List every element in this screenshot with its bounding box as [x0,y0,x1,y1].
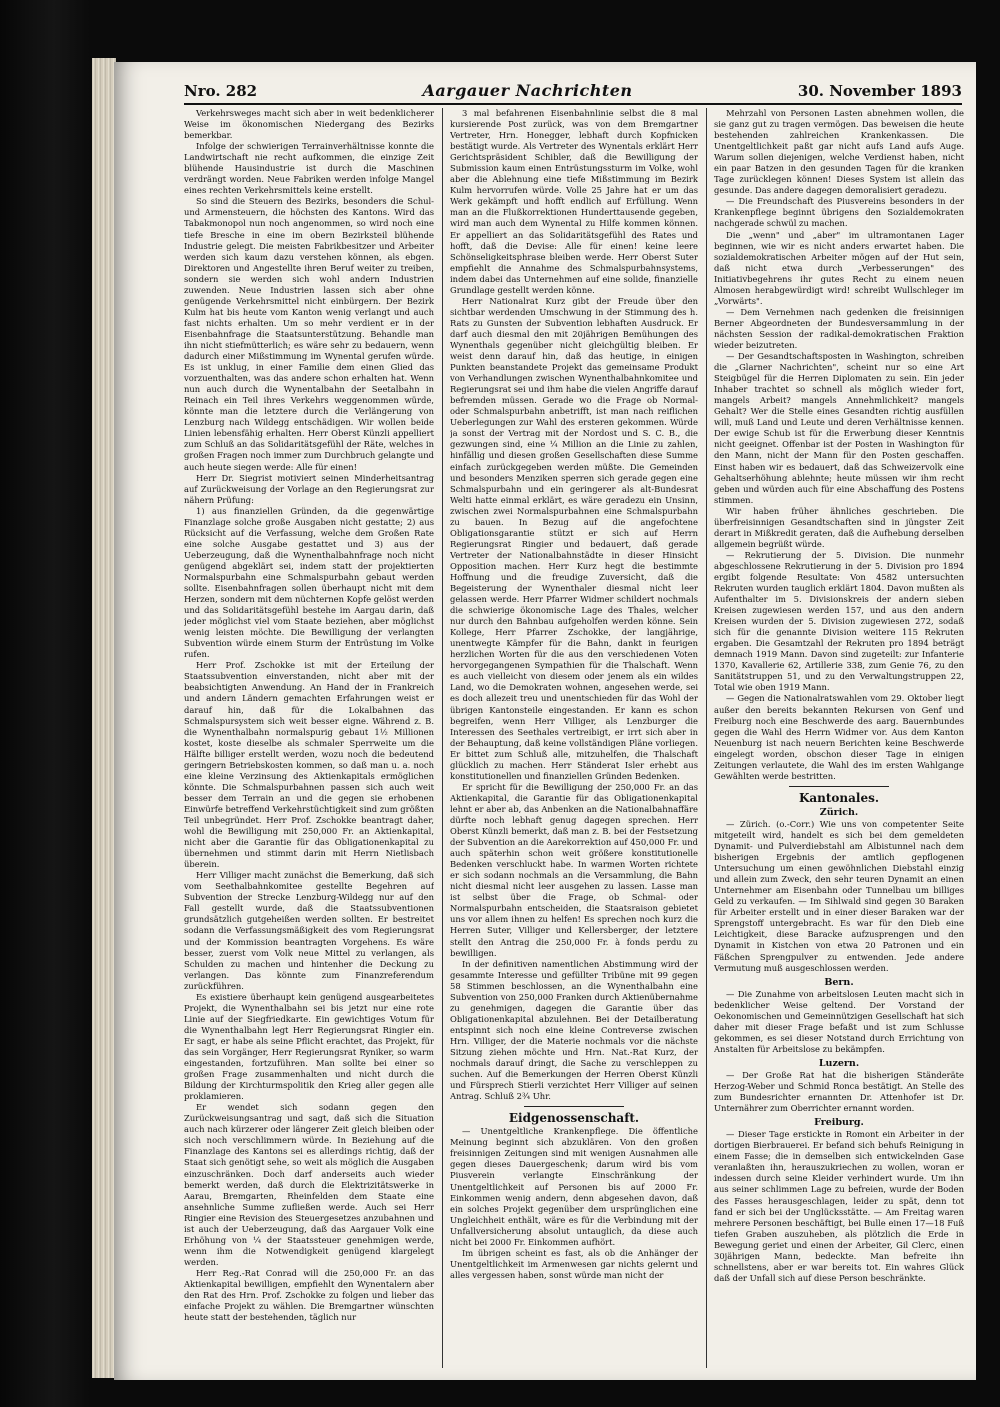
article-paragraph: In der definitiven namentlichen Abstimmung wird der gesammte Interesse und gefüllter Tribüne mit 99 gegen 58 Stimmen beschlossen, an die Wynenthalbahn eine Subvention von 250,000 Franken durch Aktienübernahme zu genehmigen, dagegen die Garantie über das Obligationenkapital abzulehnen. Bei der Detailberatung entspinnt sich noch eine kleine Contreverse zwischen Hrn. Villiger, der die Materie nochmals vor die nächste Sitzung ziehen möchte und Hrn. Nat.-Rat Kurz, der nochmals darauf dringt, die Sache zu verschleppen zu suchen. Auf die Bemerkungen der Herren Oberst Künzli und Fürsprech Stierli verzichtet Herr Villiger auf seinen Antrag. Schluß 2¾ Uhr. [450,958,698,1102]
article-paragraph: Infolge der schwierigen Terrainverhältnisse konnte die Landwirtschaft nie recht aufkommen, die einzige Zeit blühende Hausindustrie ist durch die Maschinen verdrängt worden. Neue Fabriken werden infolge Mangel eines rechten Verkehrsmittels keine erstellt. [184,141,434,196]
page-stack-edge [92,58,116,1378]
article-paragraph: Herr Prof. Zschokke ist mit der Erteilung der Staatssubvention einverstanden, nicht aber mit der beabsichtigten Anwendung. An Hand der in Frankreich und andern Ländern gemachten Erfahrungen weist er darauf hin, daß für die Lokalbahnen das Schmalspursystem sich weit besser eigne. Während z. B. die Wynenthalbahn normalspurig gebaut 1½ Millionen kostet, koste dieselbe als schmaler Sperrweite um die Hälfte billiger erstellt werden, wozu noch die bedeutend geringern Betriebskosten kommen, so daß man u. a. noch eine kleine Verzinsung des Aktienkapitals ermöglichen könnte. Die Schmalspurbahnen passen sich auch weit besser dem Terrain an und die gegen sie erhobenen Einwürfe betreffend Verkehrstüchtigkeit sind zum größten Teil unbegründet. Herr Prof. Zschokke beantragt daher, wohl die Bewilligung mit 250,000 Fr. an Aktienkapital, nicht aber die Garantie für das Obligationenkapital zu übernehmen und stimmt darin mit Herrn Nietlisbach überein. [184,660,434,870]
article-paragraph: Er spricht für die Bewilligung der 250,000 Fr. an das Aktienkapital, die Garantie für das Obligationenkapital lehnt er aber ab, das Anbenken an die Nationalbahnaffäre dürfte noch lebhaft genug dagegen sprechen. Herr Oberst Künzli bemerkt, daß man z. B. bei der Festsetzung der Subvention an die Aarekorrektion auf 450,000 Fr. und auch späterhin schon weit größere konstitutionelle Bedenken verschluckt habe. In warmen Worten richtete er sich sodann nochmals an die Versammlung, die Bahn nicht diesmal nicht leer ausgehen zu lassen. Lasse man ist selbst über die Frage, ob Schmal- oder Normalspurbahn entscheiden, die Staatsraison gebietet uns vor allem ihnen zu helfen! Es sprechen noch kurz die Herren Suter, Villiger und Kellersberger, der letztere stellt den Antrag die 250,000 Fr. à fonds perdu zu bewilligen. [450,781,698,958]
divider [524,1106,623,1107]
section-heading: Eidgenossenschaft. [508,1111,640,1126]
column-1 [184,108,434,1370]
article-paragraph: So sind die Steuern des Bezirks, besonders die Schul- und Armensteuern, die höchsten des Kantons. Wird das Tabakmonopol nun noch angenommen, so wird noch eine tiefe Bresche in eine im obern Bezirksteil blühende Industrie gelegt. Die meisten Fabrikbesitzer und Arbeiter werden sich kaum dazu verstehen können, als ebgen. Direktoren und Angestellte ihren Beruf weiter zu treiben, sondern sie werden sich wohl andern Industrien zuwenden. Neue Industrien lassen sich aber ohne genügende Verkehrsmittel nicht einbürgern. Der Bezirk Kulm hat bis heute vom Kanton wenig verlangt und auch fast nichts erhalten. Um so mehr verdient er in der Eisenbahnfrage die Staatsunterstützung. Behandle man ihn nicht stiefmütterlich; es wäre sehr zu bedauern, wenn dadurch einer Mißstimmung im Wynental gerufen würde. Es ist unklug, in einer Familie dem einen Glied das vorzuenthalten, was das andere schon erhalten hat. Wenn nun auch durch die Wynentalbahn der Seetalbahn in Reinach ein Teil ihres Verkehrs weggenommen würde, könnte man die letztere durch die Verlängerung von Lenzburg nach Wildegg entschädigen. Wir wollen beide Linien lebensfähig erhalten. Herr Oberst Künzli appelliert zum Schluß an das Solidaritätsgefühl der Räte, welches in großen Fragen noch immer zum Durchbruch gelangte und auch heute siegen werde: Alle für einen! [184,196,434,472]
article-paragraph: 3 mal befahrenen Eisenbahnlinie selbst die 8 mal kursierende Post zurück, was von dem Bremgartner Vertreter, Hrn. Honegger, lebhaft durch Kopfnicken bestätigt wurde. Als Vertreter des Wynentals erklärt Herr Gerichtspräsident Schibler, daß die Bewilligung der Submission kaum einen Entrüstungssturm im Volke, wohl aber die Ablehnung eine tiefe Mißstimmung im Bezirk Kulm hervorrufen würde. Volle 25 Jahre hat er um das Werk gekämpft und hofft endlich auf Erfüllung. Wenn man an die Flußkorrektionen Hunderttausende gegeben, wird man auch dem Wynental zu Hilfe kommen können. Er appelliert an das Solidaritätsgefühl des Rates und hofft, daß die Devise: Alle für einen! keine leere Schönseligkeitsphrase bleiben werde. Herr Oberst Suter empfiehlt die Annahme des Schmalspurbahnsystems, indem dabei das Unternehmen auf eine solide, finanzielle Grundlage gestellt werden könne. [450,108,698,295]
article-paragraph: — Die Freundschaft des Piusvereins besonders in der Krankenpflege beginnt übrigens den Sozialdemokraten nachgerade schwül zu machen. [714,196,964,229]
article-paragraph: Herr Villiger macht zunächst die Bemerkung, daß sich vom Seethalbahnkomitee gestellte Begehren auf Subvention der Strecke Lenzburg-Wildegg nur auf den Fall gestellt wurde, daß die Staatssubventionen grundsätzlich gutgeheißen werden sollten. Er bestreitet sodann die Verfassungsmäßigkeit des vom Regierungsrat und der Kommission beantragten Vorgehens. Es wäre besser, zuerst vom Volk neue Mittel zu verlangen, als Schulden zu machen und hintenher die Deckung zu verlangen. Das könnte zum Finanzreferendum zurückführen. [184,870,434,991]
article-paragraph: Mehrzahl von Personen Lasten abnehmen wollen, die sie ganz gut zu tragen vermögen. Das beweisen die heute bestehenden zahlreichen Krankenkassen. Die Unentgeltlichkeit paßt gar nicht aufs Land aufs Auge. Warum sollen diejenigen, welche Verdienst haben, nicht ein paar Batzen in den gesunden Tagen für die kranken Tage zurücklegen können! Dieses System ist allein das gesunde. Das andere dagegen demoralisiert geradezu. [714,108,964,196]
article-paragraph: Wir haben früher ähnliches geschrieben. Die überfreisinnigen Gesandtschaften sind in jüngster Zeit derart in Mißkredit geraten, daß die Aufhebung derselben allgemein begrüßt würde. [714,505,964,549]
article-paragraph: — Zürich. (o.-Corr.) Wie uns von competenter Seite mitgeteilt wird, handelt es sich bei dem gemeldeten Dynamit- und Pulverdiebstahl am Albistunnel nach dem bisherigen Ergebnis der amtlich gepflogenen Untersuchung um einen gewöhnlichen Diebstahl einzig und allein zum Zweck, den sehr teuren Dynamit an einen Unternehmer am Eisenbahn oder Tunnelbau um billiges Geld zu verkaufen. — Im Sihlwald sind gegen 30 Baraken für Arbeiter erstellt und in einer dieser Baraken war der Sprengstoff untergebracht. Es war für den Dieb eine Leichtigkeit, diese Baracke aufzusprengen und den Dynamit in Kistchen von etwa 20 Patronen und ein Fäßchen Sprengpulver zu entwenden. Jede andere Vermutung muß ausgeschlossen werden. [714,818,964,973]
book-binding [0,0,90,1407]
article-paragraph: — Der Gesandtschaftsposten in Washington, schreiben die „Glarner Nachrichten", scheint nur so eine Art Steigbügel für die Herren Diplomaten zu sein. Ein jeder Inhaber trachtet so schnell als möglich wieder fort, mangels Arbeit? mangels Annehmlichkeit? mangels Gehalt? Wer die Stelle eines Gesandten richtig ausfüllen will, muß Land und Leute und deren Verhältnisse kennen. Der ewige Schub ist für die Erwerbung dieser Kenntnis nicht geeignet. Offenbar ist der Posten in Washington für den Mann, nicht der Mann für den Posten geschaffen. Einst haben wir es bedauert, daß das Schweizervolk eine Gehaltserhöhung ablehnte; heute müssen wir ihm recht geben und würden auch für eine Abschaffung des Postens stimmen. [714,351,964,505]
issue-number: Nro. 282 [184,82,258,100]
column-rule [442,108,443,1368]
article-paragraph: 1) aus finanziellen Gründen, da die gegenwärtige Finanzlage solche große Ausgaben nicht gestatte; 2) aus Rücksicht auf die Verfassung, welche dem Großen Rate eine solche Ausgabe gestattet und 3) aus der Ueberzeugung, daß die Wynenthalbahnfrage noch nicht genügend abgeklärt sei, indem statt der projektierten Normalspurbahn eine Schmalspurbahn gebaut werden sollte. Eisenbahnfragen sollen überhaupt nicht mit dem Herzen, sondern mit dem nüchternen Kopfe gelöst werden und das Solidaritätsgefühl bestehe im Aargau darin, daß jeder möglichst viel vom Staate beziehen, aber möglichst wenig leisten möchte. Die Bewilligung der verlangten Subvention würde einem Sturm der Entrüstung im Volke rufen. [184,505,434,660]
masthead [184,72,962,105]
newspaper-page [114,62,976,1380]
article-paragraph: Herr Dr. Siegrist motiviert seinen Minderheitsantrag auf Zurückweisung der Vorlage an den Regierungsrat zur nähern Prüfung: [184,472,434,505]
article-paragraph: Im übrigen scheint es fast, als ob die Anhänger der Unentgeltlichkeit im Armenwesen gar nichts gelernt und alles vergessen haben, sonst würde man nicht der [450,1247,698,1280]
article-paragraph: Er wendet sich sodann gegen den Zurückweisungsantrag und sagt, daß sich die Situation auch nach kürzerer oder längerer Zeit gleich bleiben oder sich noch verschlimmern würde. In Beziehung auf die Finanzlage des Kantons sei es allerdings richtig, daß der Staat sich genötigt sehe, so weit als möglich die Ausgaben einzuschränken. Doch darf anderseits auch wieder bemerkt werden, daß durch die Elektrizitätswerke in Aarau, Bremgarten, Rheinfelden dem Staate eine ansehnliche Summe zufließen werde. Auch sei Herr Ringier eine Revision des Steuergesetzes anzubahnen und ist auch der Ueberzeugung, daß das Aargauer Volk eine Erhöhung von ¼ der Staatssteuer genehmigen werde, wenn ihm die Notwendigkeit genügend klargelegt werden. [184,1102,434,1267]
article-paragraph: — Gegen die Nationalratswahlen vom 29. Oktober liegt außer den bereits bekannten Rekursen von Genf und Freiburg noch eine Beschwerde des aarg. Bauernbundes gegen die Wahl des Herrn Widmer vor. Aus dem Kanton Neuenburg ist nach neuern Berichten keine Beschwerde eingelegt worden, obschon dieser Tage in einigen Zeitungen verlautete, die Wahl des im ersten Wahlgange Gewählten werde bestritten. [714,693,964,781]
article-paragraph: — Der Große Rat hat die bisherigen Ständeräte Herzog-Weber und Schmid Ronca bestätigt. An Stelle des zum Bundesrichter ernannten Dr. Attenhofer ist Dr. Unternährer zum Oberrichter ernannt worden. [714,1069,964,1114]
issue-date: 30. November 1893 [797,82,962,100]
column-3 [714,108,964,1370]
article-paragraph: Es existiere überhaupt kein genügend ausgearbeitetes Projekt, die Wynenthalbahn sei bis jetzt nur eine rote Linie auf der Siegfriedkarte. Ein gewichtiges Votum für die Wynenthalbahn legt Herr Regierungsrat Ringier ein. Er sagt, er habe als seine Pflicht erachtet, das Projekt, für das sein Vorgänger, Herr Regierungsrat Ryniker, so warm eingestanden, fortzuführen. Man sollte bei einer so großen Frage zusammenhalten und nicht durch die Bildung der Kirchturmspolitik den Krieg aller gegen alle proklamieren. [184,991,434,1102]
article-paragraph: — Dieser Tage erstickte in Romont ein Arbeiter in der dortigen Bierbrauerei. Er befand sich behufs Reinigung in einem Fasse; die in demselben sich entwickelnden Gase veranlaßten ihn, herauszukriechen zu wollen, woran er indessen durch seine Kleider verhindert wurde. Um ihn aus seiner schlimmen Lage zu befreien, wurde der Boden des Fasses herausgeschlagen, leider zu spät, denn tot fand er sich bei der Unglücksstätte. — Am Freitag waren mehrere Personen beschäftigt, bei Bulle einen 17—18 Fuß tiefen Graben auszuheben, als plötzlich die Erde in Bewegung geriet und einen der Arbeiter, Gil Clerc, einen 30jährigen Mann, bedeckte. Man befreite ihn schnellstens, aber er war bereits tot. Ein wahres Glück daß der Unfall sich auf diese Person beschränkte. [714,1129,964,1283]
canton-heading: Zürich. [819,806,859,818]
article-paragraph: — Dem Vernehmen nach gedenken die freisinnigen Berner Abgeordneten der Bundesversammlung in der nächsten Session der radikal-demokratischen Fraktion wieder beizutreten. [714,306,964,350]
article-paragraph: — Die Zunahme von arbeitslosen Leuten macht sich in bedenklicher Weise geltend. Der Vorstand der Oekonomischen und Gemeinnützigen Gesellschaft hat sich daher mit dieser Frage befaßt und ist zum Schlusse gekommen, es sei dieser Notstand durch Errichtung von Anstalten für Arbeitslose zu bekämpfen. [714,988,964,1054]
article-paragraph: Die „wenn" und „aber" im ultramontanen Lager beginnen, wie wir es nicht anders erwartet haben. Die sozialdemokratischen Arbeiter mögen auf der Hut sein, daß nicht etwa durch „Verbesserungen" des Initiativbegehrens ihr gutes Recht zu einem neuen Almosen herabgewürdigt wird! schreibt Wullschleger im „Vorwärts". [714,229,964,306]
article-paragraph: Herr Nationalrat Kurz gibt der Freude über den sichtbar werdenden Umschwung in der Stimmung des h. Rats zu Gunsten der Subvention lebhaften Ausdruck. Er darf auch diesmal den mit 20jährigen Bemühungen des Wynenthals gegenüber nicht gleichgültig bleiben. Er weist denn darauf hin, daß das heutige, in einigen Punkten beanstandete Projekt das gemeinsame Produkt von Verhandlungen zwischen Wynenthalbahnkomitee und Regierungsrat sei und ihm habe die vielen Angriffe darauf befremden müssen. Gerade wo die Frage ob Normal- oder Schmalspurbahn anbetrifft, ist man nach reiflichen Ueberlegungen zur Wahl des ersteren gekommen. Würde ja sonst der Vertrag mit der Nordost und S. C. B., die gezwungen sind, eine ¼ Million an die Linie zu zahlen, hinfällig und diesen großen Gesellschaften diese Summe einfach zurückgegeben werden müßte. Die Gemeinden und besonders Menziken sperren sich gerade gegen eine Schmalspurbahn und ein geringerer als alt-Bundesrat Welti hatte einmal erklärt, es wäre geradezu ein Unsinn, zwischen zwei Normalspurbahnen eine Schmalspurbahn zu bauen. In Bezug auf die angefochtene Obligationsgarantie stützt er sich auf Herrn Regierungsrat Ringier und bedauert, daß gerade Vertreter der Nationalbahnstädte in dieser Hinsicht Opposition machen. Herr Kurz hegt die bestimmte Hoffnung und die freudige Zuversicht, daß die Begeisterung der Wynenthaler diesmal nicht leer gelassen werde. Herr Pfarrer Widmer schildert nochmals die schwierige ökonomische Lage des Thales, welcher nur durch den Bahnbau aufgeholfen werden könne. Sein Kollege, Herr Pfarrer Zschokke, der langjährige, unentwegte Kämpfer für die Bahn, dankt in feurigen herzlichen Worten für die aus den verschiedenen Voten hervorgegangenen Sympathien für die Thalschaft. Wenn es auch vielleicht von diesem oder jenem als ein wildes Land, wo die Demokraten wohnen, angesehen werde, sei es doch allezeit treu und unentschieden für das Wohl der übrigen Kantonsteile eingestanden. Er kann es schon begreifen, wenn Herr Villiger, als Lenzburger die Interessen des Seethales vertreibigt, er irrt sich aber in der Behauptung, daß keine vollständigen Pläne vorliegen. Er bittet zum Schluß alle, mitzuhelfen, die Thalschaft glücklich zu machen. Herr Ständerat Isler erhebt aus konstitutionellen und finanziellen Gründen Bedenken. [450,295,698,781]
article-paragraph: — Unentgeltliche Krankenpflege. Die öffentliche Meinung beginnt sich abzuklären. Von den großen freisinnigen Zeitungen sind mit wenigen Ausnahmen alle gegen dieses Dauergeschenk; darum wird bis vom Piusverein verlangte Einschränkung der Unentgeltlichkeit auf Personen bis auf 2000 Fr. Einkommen wenig andern, denn abgesehen davon, daß ein solches Projekt gegenüber dem ursprünglichen eine Ungleichheit enthält, wäre es für die Verbindung mit der Unfallversicherung absolut untauglich, da diese auch nicht bei 2000 Fr. Einkommen aufhört. [450,1126,698,1247]
canton-heading: Freiburg. [814,1117,864,1129]
article-paragraph: — Rekrutierung der 5. Division. Die nunmehr abgeschlossene Rekrutierung in der 5. Division pro 1894 ergibt folgende Resultate: Von 4582 untersuchten Rekruten wurden tauglich erklärt 1804. Davon mußten als Aufenthalter im 5. Divisionskreis der andern sieben Kreisen zugewiesen werden 157, und aus den andern Kreisen wurden der 5. Division zugewiesen 272, sodaß sich für die genannte Division weitere 115 Rekruten ergaben. Die Gesamtzahl der Rekruten pro 1894 beträgt demnach 1919 Mann. Davon sind zugeteilt: zur Infanterie 1370, Kavallerie 62, Artillerie 338, zum Genie 76, zu den Sanitätstruppen 51, und zu den Verwaltungstruppen 22, Total wie oben 1919 Mann. [714,549,964,693]
newspaper-title: Aargauer Nachrichten [422,81,633,100]
article-paragraph: Herr Reg.-Rat Conrad will die 250,000 Fr. an das Aktienkapital bewilligen, empfiehlt den Wynentalern aber den Rat des Hrn. Prof. Zschokke zu folgen und lieber das einfache Projekt zu wählen. Die Bremgartner wünschten heute statt der bestehenden, täglich nur [184,1267,434,1323]
canton-heading: Luzern. [818,1057,860,1069]
column-rule [706,108,707,1368]
article-paragraph: Verkehrsweges macht sich aber in weit bedenklicherer Weise im ökonomischen Niedergang des Bezirks bemerkbar. [184,108,434,141]
divider [789,786,889,787]
column-2 [450,108,698,1370]
canton-heading: Bern. [824,976,854,988]
section-heading: Kantonales. [798,790,880,805]
